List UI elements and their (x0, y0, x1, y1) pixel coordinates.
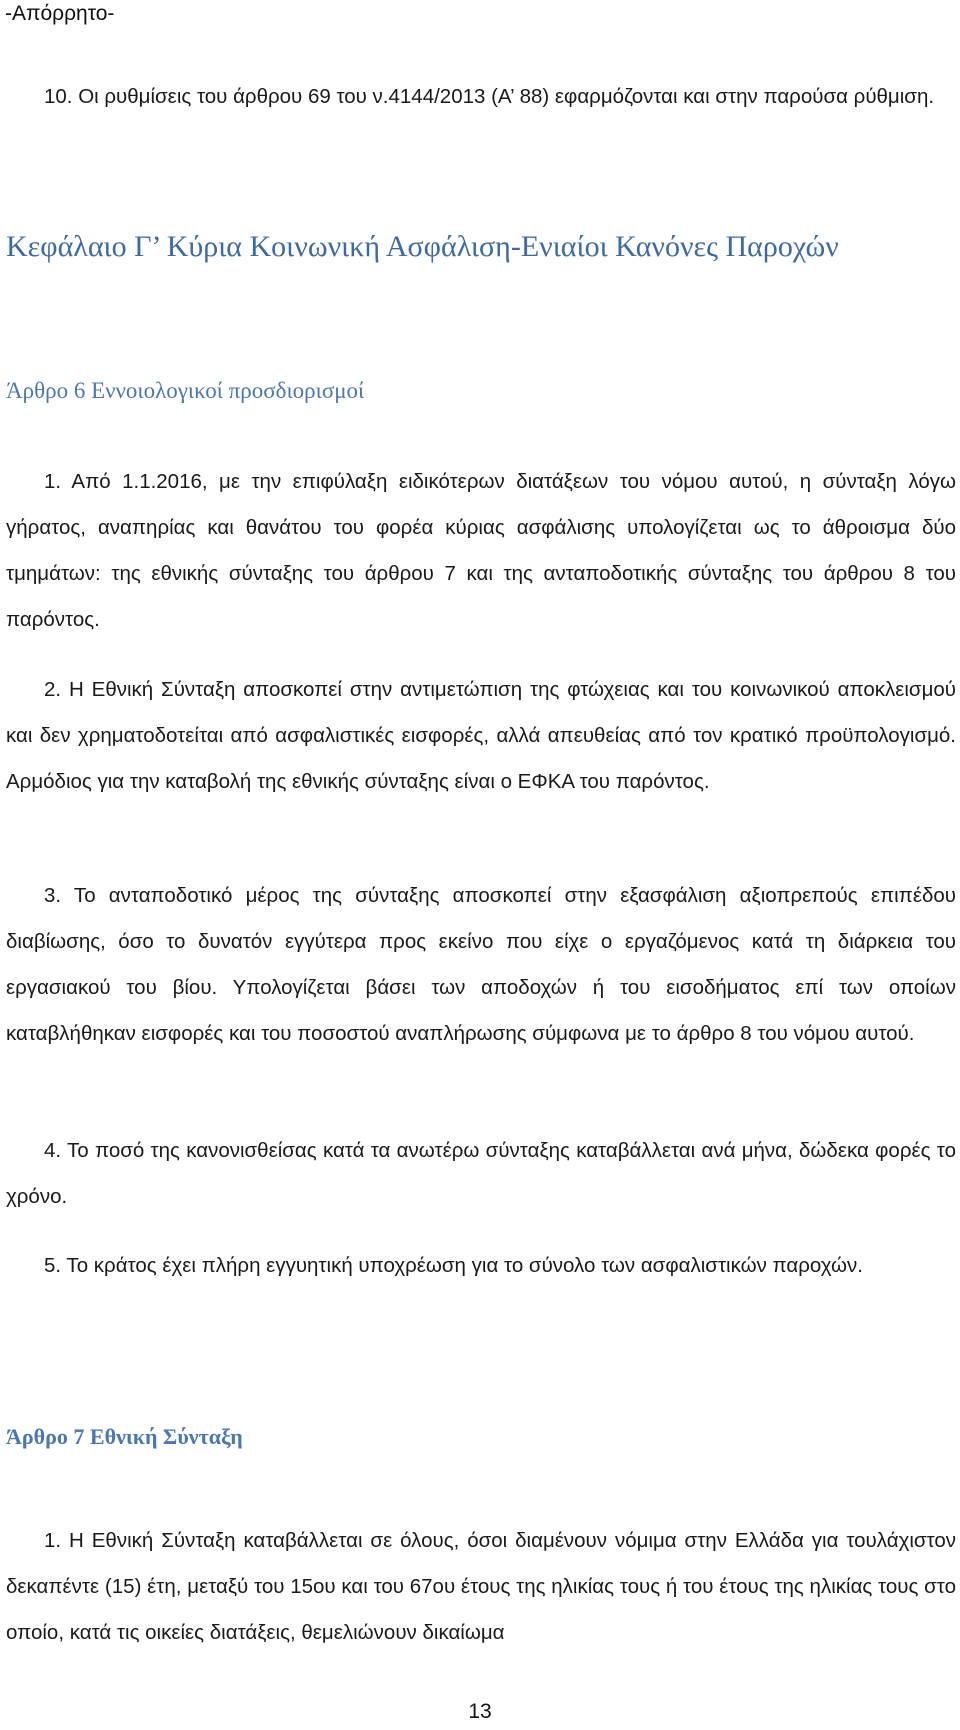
article-6-paragraph-4: 4. Το ποσό της κανονισθείσας κατά τα ανωτέρω σύνταξης καταβάλλεται ανά μήνα, δώδεκα φορές το χρόνο. (6, 1139, 956, 1208)
article-7-title: Άρθρο 7 Εθνική Σύνταξη (6, 1424, 243, 1449)
article-6-title: Άρθρο 6 Εννοιολογικοί προσδιορισμοί (6, 378, 365, 403)
article-7-paragraph-1: 1. Η Εθνική Σύνταξη καταβάλλεται σε όλους, όσοι διαμένουν νόμιμα στην Ελλάδα για τουλάχιστον δεκαπέντε (15) έτη, μεταξύ του 15ου και του 67ου έτους της ηλικίας τους ή του έτους της ηλικίας τους στο οποίο, κατά τις οικείες διατάξεις, θεμελιώνουν δικαίωμα (6, 1529, 956, 1644)
article-6-paragraph-2: 2. Η Εθνική Σύνταξη αποσκοπεί στην αντιμετώπιση της φτώχειας και του κοινωνικού αποκλεισμού και δεν χρηματοδοτείται από ασφαλιστικές εισφορές, αλλά απευθείας από τον κρατικό προϋπολογισμό. Αρμόδιος για την καταβολή της εθνικής σύνταξης είναι ο ΕΦΚΑ του παρόντος. (6, 678, 956, 793)
article-6-paragraph-5: 5. Το κράτος έχει πλήρη εγγυητική υποχρέωση για το σύνολο των ασφαλιστικών παροχών. (44, 1254, 863, 1277)
page-number: 13 (468, 1700, 492, 1723)
article-6-paragraph-3: 3. Το ανταποδοτικό μέρος της σύνταξης αποσκοπεί στην εξασφάλιση αξιοπρεπούς επιπέδου διαβίωσης, όσο το δυνατόν εγγύτερα προς εκείνο που είχε ο εργαζόμενος κατά τη διάρκεια του εργασιακού του βίου. Υπολογίζεται βάσει των αποδοχών ή του εισοδήματος επί των οποίων καταβλήθηκαν εισφορές και του ποσοστού αναπλήρωσης σύμφωνα με το άρθρο 8 του νόμου αυτού. (6, 884, 956, 1045)
article-6-paragraph-1: 1. Από 1.1.2016, με την επιφύλαξη ειδικότερων διατάξεων του νόμου αυτού, η σύνταξη λόγω γήρατος, αναπηρίας και θανάτου του φορέα κύριας ασφάλισης υπολογίζεται ως το άθροισμα δύο τμημάτων: της εθνικής σύνταξης του άρθρου 7 και της ανταποδοτικής σύνταξης του άρθρου 8 του παρόντος. (6, 470, 956, 631)
classification-header: -Απόρρητο- (5, 2, 115, 25)
intro-paragraph: 10. Οι ρυθμίσεις του άρθρου 69 του ν.4144/2013 (Α’ 88) εφαρμόζονται και στην παρούσα ρύθμιση. (44, 85, 935, 108)
chapter-title: Κεφάλαιο Γ’ Κύρια Κοινωνική Ασφάλιση-Ενιαίοι Κανόνες Παροχών (6, 230, 839, 263)
